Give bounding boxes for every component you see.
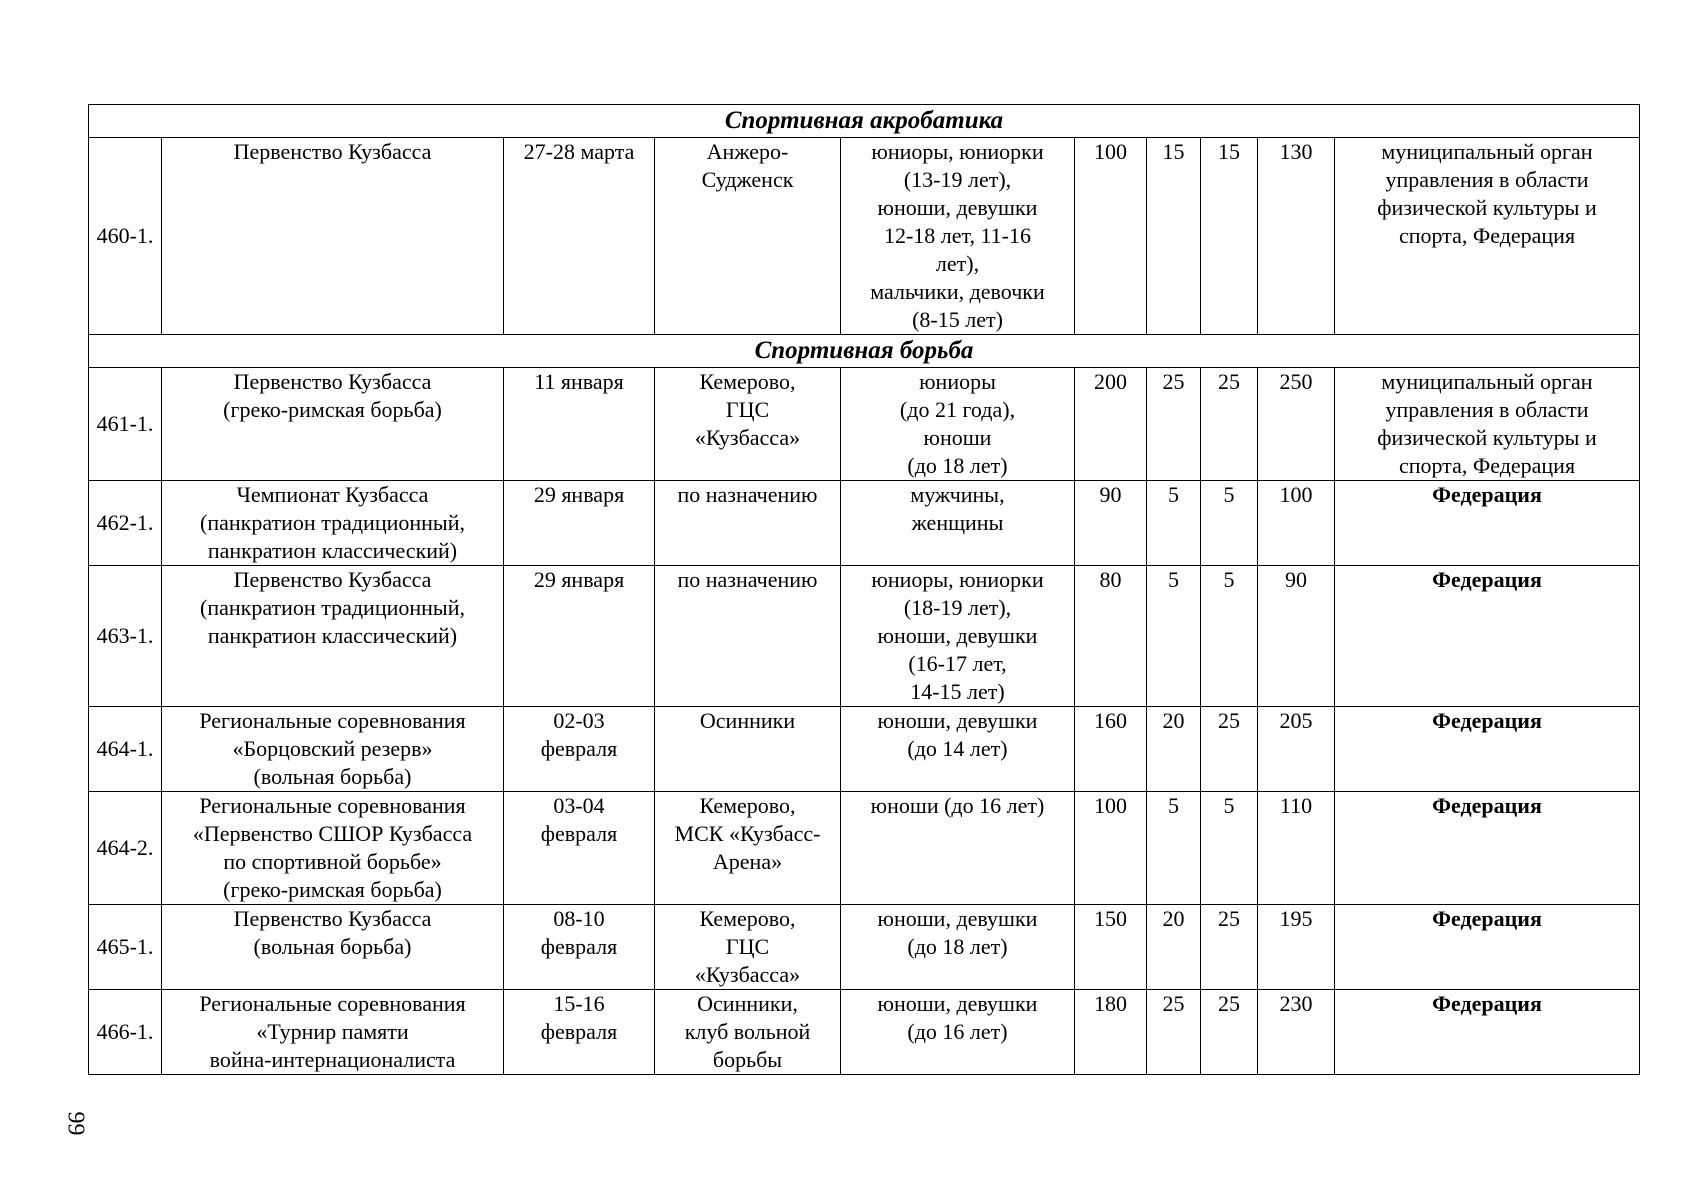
event-participants: юноши, девушки (до 16 лет) [841,990,1075,1075]
table-row [89,138,1640,335]
section-title: Спортивная акробатика [89,105,1640,138]
event-participants: юниоры, юниорки (18-19 лет), юноши, девушки (16-17 лет, 14-15 лет) [841,566,1075,707]
table-row [89,481,1640,566]
table-row [89,792,1640,905]
table-body [89,105,1640,1075]
count-col-3: 5 [1201,481,1258,566]
row-number: 465-1. [89,905,162,990]
event-name: Чемпионат Кузбасса (панкратион традиционный, панкратион классический) [162,481,504,566]
event-participants: юноши, девушки (до 14 лет) [841,707,1075,792]
event-date: 15-16 февраля [504,990,655,1075]
count-col-3: 5 [1201,566,1258,707]
event-name: Первенство Кузбасса (вольная борьба) [162,905,504,990]
table-row [89,905,1640,990]
event-place: Осинники, клуб вольной борьбы [655,990,841,1075]
count-col-1: 180 [1075,990,1147,1075]
count-col-3: 25 [1201,707,1258,792]
event-organizer: Федерация [1335,566,1640,707]
section-title: Спортивная борьба [89,335,1640,368]
row-number: 464-2. [89,792,162,905]
event-place: Кемерово, МСК «Кузбасс- Арена» [655,792,841,905]
count-total: 110 [1258,792,1335,905]
count-total: 195 [1258,905,1335,990]
event-organizer: Федерация [1335,990,1640,1075]
event-date: 02-03 февраля [504,707,655,792]
count-col-3: 25 [1201,905,1258,990]
event-place: Анжеро- Судженск [655,138,841,335]
row-number: 466-1. [89,990,162,1075]
count-col-2: 25 [1147,368,1201,481]
count-col-2: 5 [1147,792,1201,905]
section-header-row [89,335,1640,368]
event-participants: юниоры, юниорки (13-19 лет), юноши, девушки 12-18 лет, 11-16 лет), мальчики, девочки (8-15 лет) [841,138,1075,335]
event-place: по назначению [655,481,841,566]
event-place: Кемерово, ГЦС «Кузбасса» [655,905,841,990]
event-name: Первенство Кузбасса (греко-римская борьба) [162,368,504,481]
row-number: 463-1. [89,566,162,707]
count-col-1: 200 [1075,368,1147,481]
table-row [89,368,1640,481]
count-col-3: 5 [1201,792,1258,905]
event-date: 08-10 февраля [504,905,655,990]
event-place: по назначению [655,566,841,707]
count-col-3: 15 [1201,138,1258,335]
event-name: Региональные соревнования «Борцовский резерв» (вольная борьба) [162,707,504,792]
event-participants: юниоры (до 21 года), юноши (до 18 лет) [841,368,1075,481]
row-number: 460-1. [89,138,162,335]
row-number: 461-1. [89,368,162,481]
event-name: Первенство Кузбасса (панкратион традиционный, панкратион классический) [162,566,504,707]
event-organizer: Федерация [1335,707,1640,792]
event-name: Региональные соревнования «Первенство СШОР Кузбасса по спортивной борьбе» (греко-римская борьба) [162,792,504,905]
event-organizer: Федерация [1335,905,1640,990]
section-header-row [89,105,1640,138]
table-row [89,707,1640,792]
count-col-1: 100 [1075,792,1147,905]
count-col-2: 20 [1147,707,1201,792]
event-organizer: муниципальный орган управления в области физической культуры и спорта, Федерация [1335,368,1640,481]
event-organizer: Федерация [1335,481,1640,566]
event-organizer: муниципальный орган управления в области физической культуры и спорта, Федерация [1335,138,1640,335]
row-number: 464-1. [89,707,162,792]
event-date: 27-28 марта [504,138,655,335]
count-total: 130 [1258,138,1335,335]
count-total: 250 [1258,368,1335,481]
page-number: 99 [62,1111,89,1136]
table-row [89,990,1640,1075]
event-participants: мужчины, женщины [841,481,1075,566]
count-col-1: 90 [1075,481,1147,566]
count-col-3: 25 [1201,368,1258,481]
event-place: Осинники [655,707,841,792]
count-col-2: 15 [1147,138,1201,335]
count-col-1: 150 [1075,905,1147,990]
row-number: 462-1. [89,481,162,566]
event-organizer: Федерация [1335,792,1640,905]
count-col-1: 100 [1075,138,1147,335]
event-date: 03-04 февраля [504,792,655,905]
count-total: 205 [1258,707,1335,792]
count-col-1: 80 [1075,566,1147,707]
count-col-2: 20 [1147,905,1201,990]
count-col-2: 25 [1147,990,1201,1075]
event-date: 11 января [504,368,655,481]
events-table-container [88,104,1639,1075]
count-total: 230 [1258,990,1335,1075]
event-participants: юноши, девушки (до 18 лет) [841,905,1075,990]
table-row [89,566,1640,707]
count-total: 90 [1258,566,1335,707]
event-name: Региональные соревнования «Турнир памяти война-интернационалиста [162,990,504,1075]
count-total: 100 [1258,481,1335,566]
count-col-3: 25 [1201,990,1258,1075]
event-name: Первенство Кузбасса [162,138,504,335]
event-place: Кемерово, ГЦС «Кузбасса» [655,368,841,481]
count-col-2: 5 [1147,481,1201,566]
events-table [88,104,1640,1075]
event-date: 29 января [504,566,655,707]
count-col-2: 5 [1147,566,1201,707]
count-col-1: 160 [1075,707,1147,792]
event-participants: юноши (до 16 лет) [841,792,1075,905]
event-date: 29 января [504,481,655,566]
